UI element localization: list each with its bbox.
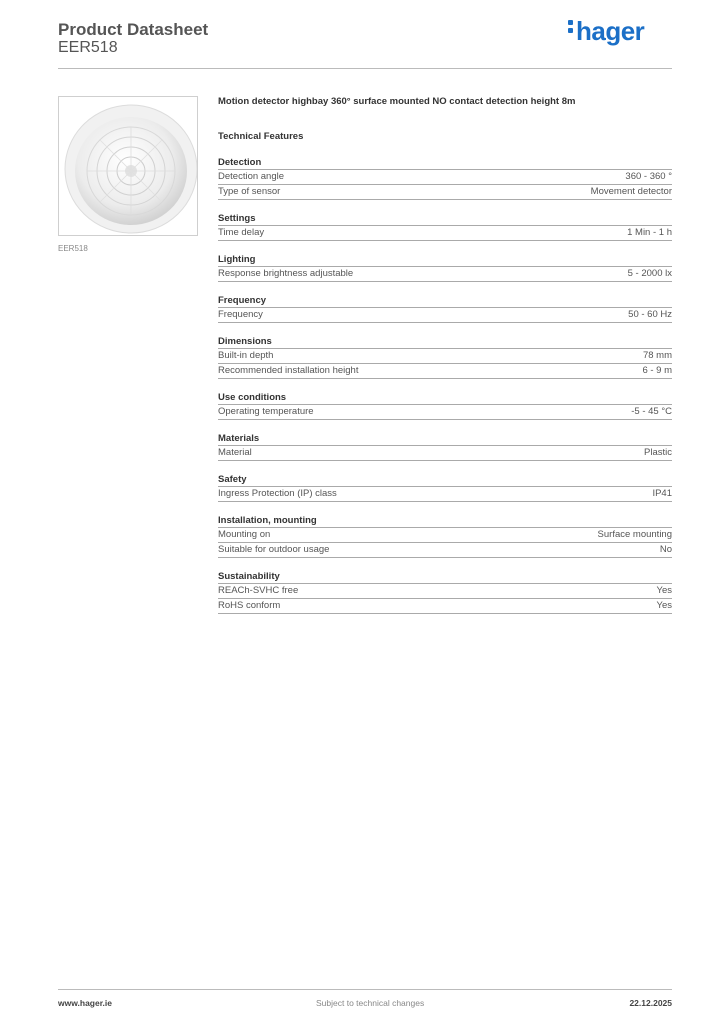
- feature-value: 5 - 2000 lx: [627, 268, 672, 279]
- logo-text: hager: [576, 16, 645, 46]
- feature-row: [218, 599, 672, 614]
- feature-section: [218, 432, 672, 461]
- feature-row: [218, 405, 672, 420]
- feature-label: Ingress Protection (IP) class: [218, 488, 337, 499]
- feature-sections: [218, 156, 672, 614]
- section-title: Installation, mounting: [218, 514, 672, 528]
- feature-label: Operating temperature: [218, 406, 314, 417]
- footer-website: www.hager.ie: [58, 998, 113, 1008]
- feature-value: Movement detector: [590, 186, 672, 197]
- feature-section: [218, 156, 672, 200]
- footer-divider: [58, 989, 672, 990]
- logo-dots-icon: [568, 20, 574, 36]
- feature-value: Surface mounting: [597, 529, 672, 540]
- feature-section: [218, 473, 672, 502]
- footer-notice: Subject to technical changes: [316, 998, 425, 1008]
- feature-row: [218, 528, 672, 543]
- feature-row: [218, 446, 672, 461]
- feature-label: Detection angle: [218, 171, 285, 182]
- feature-row: [218, 308, 672, 323]
- section-title: Materials: [218, 432, 672, 446]
- feature-label: Frequency: [218, 309, 263, 320]
- feature-value: 1 Min - 1 h: [627, 227, 672, 238]
- feature-label: Time delay: [218, 227, 265, 238]
- section-title: Frequency: [218, 294, 672, 308]
- feature-section: [218, 253, 672, 282]
- feature-value: -5 - 45 °C: [631, 406, 672, 417]
- feature-row: [218, 543, 672, 558]
- feature-label: Suitable for outdoor usage: [218, 544, 330, 555]
- feature-value: 360 - 360 °: [625, 171, 672, 182]
- feature-label: Mounting on: [218, 529, 271, 540]
- motion-detector-image: [59, 97, 197, 235]
- feature-section: [218, 391, 672, 420]
- technical-features-title: Technical Features: [218, 131, 304, 142]
- feature-value: 6 - 9 m: [642, 365, 672, 376]
- feature-value: IP41: [652, 488, 672, 499]
- feature-label: Material: [218, 447, 252, 458]
- section-title: Settings: [218, 212, 672, 226]
- section-title: Dimensions: [218, 335, 672, 349]
- feature-section: [218, 514, 672, 558]
- feature-row: [218, 185, 672, 200]
- section-title: Safety: [218, 473, 672, 487]
- feature-label: Response brightness adjustable: [218, 268, 354, 279]
- feature-section: [218, 570, 672, 614]
- product-code: EER518: [58, 39, 118, 56]
- feature-section: [218, 212, 672, 241]
- feature-label: Recommended installation height: [218, 365, 359, 376]
- feature-row: [218, 364, 672, 379]
- feature-label: REACh-SVHC free: [218, 585, 299, 596]
- section-title: Sustainability: [218, 570, 672, 584]
- page-title: Product Datasheet: [58, 20, 209, 39]
- product-image: [58, 96, 198, 236]
- footer-date: 22.12.2025: [629, 998, 672, 1008]
- feature-value: No: [659, 544, 672, 555]
- feature-label: RoHS conform: [218, 600, 281, 611]
- image-caption: EER518: [58, 244, 88, 253]
- feature-value: Plastic: [644, 447, 672, 458]
- feature-row: [218, 170, 672, 185]
- feature-value: 78 mm: [642, 350, 672, 361]
- feature-row: [218, 584, 672, 599]
- product-description: Motion detector highbay 360° surface mounted NO contact detection height 8m: [218, 96, 576, 107]
- feature-value: 50 - 60 Hz: [628, 309, 672, 320]
- hager-logo: [568, 16, 644, 47]
- section-title: Detection: [218, 156, 672, 170]
- section-title: Use conditions: [218, 391, 672, 405]
- feature-label: Built-in depth: [218, 350, 274, 361]
- feature-section: [218, 294, 672, 323]
- feature-row: [218, 226, 672, 241]
- feature-label: Type of sensor: [218, 186, 281, 197]
- feature-row: [218, 487, 672, 502]
- feature-section: [218, 335, 672, 379]
- feature-value: Yes: [656, 600, 672, 611]
- datasheet-content: [218, 95, 672, 614]
- header-divider: [58, 68, 672, 69]
- section-title: Lighting: [218, 253, 672, 267]
- feature-row: [218, 267, 672, 282]
- feature-row: [218, 349, 672, 364]
- feature-value: Yes: [656, 585, 672, 596]
